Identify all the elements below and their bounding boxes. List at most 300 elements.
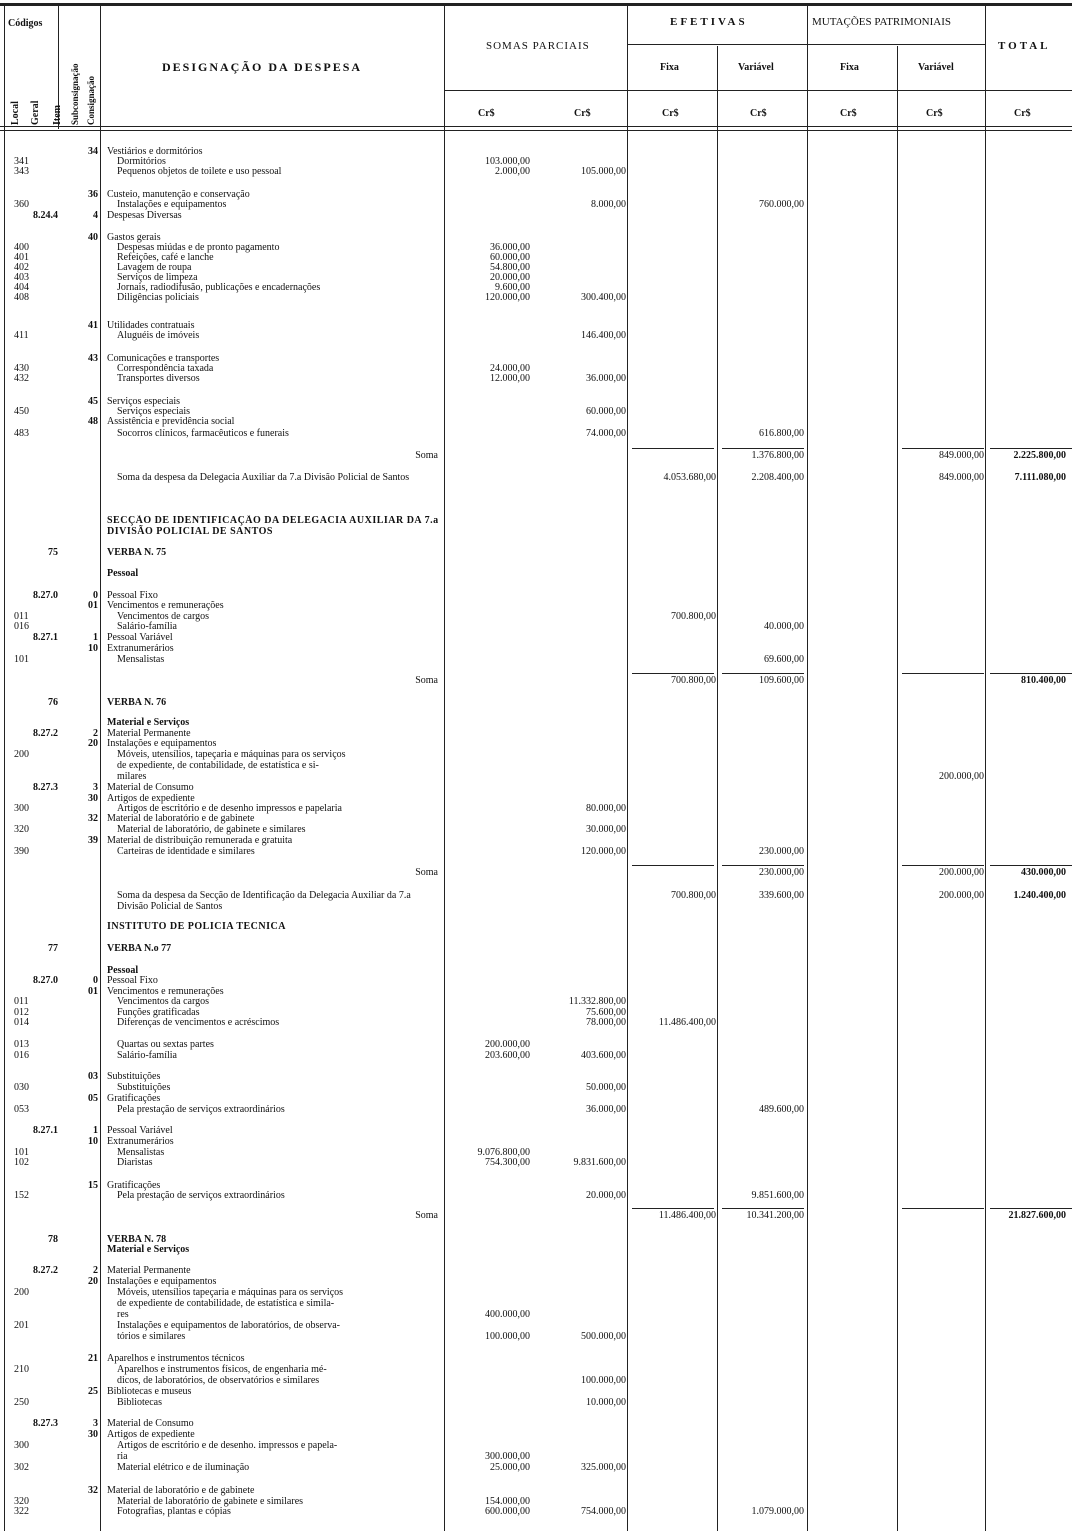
efetiva-fixa-value: 11.486.400,00 [658, 1017, 716, 1028]
row-description: Artigos de escritório e de desenho. impressos e papela- [117, 1440, 338, 1451]
row-number: 05 [88, 1093, 98, 1104]
row-description: Pessoal Variável [107, 1125, 173, 1136]
table-row [0, 1462, 1072, 1473]
row-code: 343 [14, 166, 29, 177]
row-description: Extranumerários [107, 1136, 174, 1147]
row-number: 40 [88, 232, 98, 243]
row-description: Vencimentos e remunerações [107, 600, 224, 611]
row-description: Quartas ou sextas partes [117, 1039, 214, 1050]
soma-parcial-2: 80.000,00 [586, 803, 626, 814]
row-number: 01 [88, 986, 98, 997]
total-value: 7.111.080,00 [1014, 472, 1066, 483]
row-description: Mensalistas [117, 1147, 165, 1158]
row-description: Utilidades contratuais [107, 320, 195, 331]
table-row [0, 1017, 1072, 1028]
soma-parcial-2: 20.000,00 [586, 1190, 626, 1201]
soma-parcial-1: 54.800,00 [490, 262, 530, 273]
row-number: 01 [88, 600, 98, 611]
efetiva-variavel-value: 339.600,00 [759, 890, 804, 901]
total-value: 1.240.400,00 [1013, 890, 1066, 901]
row-description: Material de laboratório e de gabinete [107, 1485, 255, 1496]
table-row [0, 717, 1072, 728]
row-description: Gratificações [107, 1180, 161, 1191]
soma-parcial-1: 25.000,00 [490, 1462, 530, 1473]
soma-parcial-1: 9.600,00 [495, 282, 530, 293]
row-code: 401 [14, 252, 29, 263]
row-code: 8.27.3 [33, 782, 58, 793]
table-row [0, 846, 1072, 857]
row-description: Salário-família [117, 621, 177, 632]
table-row [0, 1125, 1072, 1136]
row-description: Pessoal Fixo [107, 590, 158, 601]
row-description: Gastos gerais [107, 232, 161, 243]
table-row [0, 1375, 1072, 1386]
table-row [0, 1353, 1072, 1364]
table-row [0, 428, 1072, 439]
row-description: Despesas miúdas e de pronto pagamento [117, 242, 280, 253]
row-description: SECÇÃO DE IDENTIFICAÇÃO DA DELEGACIA AUXILIAR DA 7.a DIVISÃO POLICIAL DE SANTOS [107, 515, 439, 537]
row-code: 101 [14, 1147, 29, 1158]
table-row [0, 621, 1072, 632]
row-description: Refeições, café e lanche [117, 252, 214, 263]
row-code: 016 [14, 1050, 29, 1061]
row-description: INSTITUTO DE POLICIA TECNICA [107, 921, 286, 932]
row-description: Despesas Diversas [107, 210, 182, 221]
sum-rule [902, 673, 984, 674]
table-row [0, 921, 1072, 932]
row-number: 36 [88, 189, 98, 200]
row-description: Dormitórios [117, 156, 166, 167]
row-number: 39 [88, 835, 98, 846]
table-row [0, 749, 1072, 760]
soma-parcial-1: 36.000,00 [490, 242, 530, 253]
row-number: 30 [88, 793, 98, 804]
consignacao-header: Consignação [86, 75, 96, 125]
sum-rule [990, 1208, 1072, 1209]
row-number: 3 [93, 1418, 98, 1429]
codigos-header: Códigos [8, 18, 43, 29]
soma-parcial-2: 9.831.600,00 [573, 1157, 626, 1168]
table-row [0, 547, 1072, 558]
soma-parcial-1: 20.000,00 [490, 272, 530, 283]
row-code: 016 [14, 621, 29, 632]
soma-parcial-1: 203.600,00 [485, 1050, 530, 1061]
rule-efetivas-under [628, 44, 985, 45]
row-description: Material elétrico e de iluminação [117, 1462, 250, 1473]
row-description: Pessoal Fixo [107, 975, 158, 986]
row-code: 014 [14, 1017, 29, 1028]
row-description: Pessoal Variável [107, 632, 173, 643]
row-number: 1 [93, 1125, 98, 1136]
table-row [0, 1429, 1072, 1440]
row-code: 402 [14, 262, 29, 273]
table-row [0, 1485, 1072, 1496]
soma-parcial-1: 2.000,00 [495, 166, 530, 177]
row-number: 3 [93, 782, 98, 793]
row-description: Pela prestação de serviços extraordinários [117, 1104, 285, 1115]
efetiva-variavel-value: 109.600,00 [759, 675, 804, 686]
mutacoes-header: MUTAÇÕES PATRIMONIAIS [812, 16, 951, 28]
row-code: 8.24.4 [33, 210, 58, 221]
sum-rule [632, 673, 714, 674]
row-description: Material Permanente [107, 1265, 191, 1276]
sum-rule [632, 1208, 714, 1209]
sum-rule [902, 448, 984, 449]
row-description: Material de distribuição remunerada e gratuita [107, 835, 293, 846]
row-code: 8.27.0 [33, 975, 58, 986]
table-row [0, 996, 1072, 1007]
efetiva-variavel-value: 760.000,00 [759, 199, 804, 210]
soma-parcial-1: 100.000,00 [485, 1331, 530, 1342]
row-number: 10 [88, 1136, 98, 1147]
table-row [0, 835, 1072, 846]
row-code: 341 [14, 156, 29, 167]
efetiva-fixa-value: 700.800,00 [671, 675, 716, 686]
row-code: 8.27.3 [33, 1418, 58, 1429]
row-description: Vencimentos da cargos [117, 996, 210, 1007]
sum-rule [632, 865, 714, 866]
row-number: 1 [93, 632, 98, 643]
total-value: 2.225.800,00 [1013, 450, 1066, 461]
soma-parcial-2: 10.000,00 [586, 1397, 626, 1408]
row-description: Transportes diversos [117, 373, 200, 384]
row-code: 403 [14, 272, 29, 283]
row-description: milares [117, 771, 147, 782]
row-number: 43 [88, 353, 98, 364]
table-row [0, 1320, 1072, 1331]
row-code: 430 [14, 363, 29, 374]
row-code: 8.27.0 [33, 590, 58, 601]
rule-top [0, 3, 1072, 6]
row-code: 210 [14, 1364, 29, 1375]
row-description: res [117, 1309, 129, 1320]
table-row [0, 292, 1072, 303]
table-row [0, 568, 1072, 579]
soma-parcial-1: 754.300,00 [485, 1157, 530, 1168]
row-description: Gratificações [107, 1093, 161, 1104]
table-row [0, 1093, 1072, 1104]
row-code: 011 [14, 996, 29, 1007]
row-code: 030 [14, 1082, 29, 1093]
row-number: 2 [93, 728, 98, 739]
row-description: Custeio, manutenção e conservação [107, 189, 250, 200]
rule-header-bottom [0, 126, 1072, 127]
row-description: Aluguéis de imóveis [117, 330, 200, 341]
row-code: 8.27.1 [33, 632, 58, 643]
soma-parcial-2: 36.000,00 [586, 373, 626, 384]
row-description: Correspondência taxada [117, 363, 214, 374]
sum-rule [902, 865, 984, 866]
table-row [0, 600, 1072, 611]
row-number: 20 [88, 738, 98, 749]
table-row [0, 1039, 1072, 1050]
sum-rule [990, 673, 1072, 674]
row-description: de expediente, de contabilidade, de estatística e si- [117, 760, 319, 771]
row-code: 77 [48, 943, 58, 954]
row-number: 30 [88, 1429, 98, 1440]
soma-parcial-1: 300.000,00 [485, 1451, 530, 1462]
table-row [0, 782, 1072, 793]
row-code: 102 [14, 1157, 29, 1168]
row-description: Artigos de expediente [107, 793, 195, 804]
sum-rule [902, 1208, 984, 1209]
soma-parcial-1: 400.000,00 [485, 1309, 530, 1320]
row-number: 10 [88, 643, 98, 654]
table-row [0, 654, 1072, 665]
soma-parcial-2: 50.000,00 [586, 1082, 626, 1093]
row-number: 2 [93, 1265, 98, 1276]
soma-parcial-2: 500.000,00 [581, 1331, 626, 1342]
soma-parcial-2: 78.000,00 [586, 1017, 626, 1028]
soma-row [0, 675, 1072, 686]
row-description: Material e Serviços [107, 717, 190, 728]
total-value: 430.000,00 [1021, 867, 1066, 878]
efetiva-fixa-value: 700.800,00 [671, 611, 716, 622]
total-header: TOTAL [998, 40, 1051, 52]
row-description: Material de laboratório de gabinete e similares [117, 1496, 304, 1507]
mutacao-variavel-value: 200.000,00 [939, 890, 984, 901]
mutacao-variavel-value: 849.000,00 [939, 450, 984, 461]
soma-parcial-2: 11.332.800,00 [568, 996, 626, 1007]
row-description: Vencimentos de cargos [117, 611, 210, 622]
row-number: 0 [93, 590, 98, 601]
row-description: Móveis, utensílios, tapeçaria e máquinas para os serviços [117, 749, 346, 760]
sum-rule [722, 1208, 804, 1209]
row-description: VERBA N.o 77 [107, 943, 172, 954]
table-row [0, 1104, 1072, 1115]
soma-row [0, 450, 1072, 461]
table-row [0, 813, 1072, 824]
table-row [0, 1309, 1072, 1320]
row-description: Diligências policiais [117, 292, 199, 303]
soma-label: Soma [415, 1210, 438, 1221]
row-code: 012 [14, 1007, 29, 1018]
soma-parcial-2: 8.000,00 [591, 199, 626, 210]
local-header: Local [10, 101, 21, 125]
row-description: Jornais, radiodifusão, publicações e encadernações [117, 282, 321, 293]
row-description: Diferenças de vencimentos e acréscimos [117, 1017, 280, 1028]
row-description: Pessoal [107, 965, 139, 976]
row-description: Diaristas [117, 1157, 153, 1168]
table-row [0, 697, 1072, 708]
variavel-header: Variável [738, 62, 774, 73]
row-description: Vestiários e dormitórios [107, 146, 203, 157]
row-code: 408 [14, 292, 29, 303]
soma-parcial-2: 300.400,00 [581, 292, 626, 303]
rule-currency-top [444, 90, 1072, 91]
row-description: Comunicações e transportes [107, 353, 220, 364]
efetiva-variavel-value: 40.000,00 [764, 621, 804, 632]
row-code: 78 [48, 1234, 58, 1245]
efetiva-variavel-value: 69.600,00 [764, 654, 804, 665]
mutacao-variavel-value: 200.000,00 [939, 771, 984, 782]
row-code: 400 [14, 242, 29, 253]
row-code: 8.27.2 [33, 1265, 58, 1276]
efetiva-variavel-value: 616.800,00 [759, 428, 804, 439]
row-description: Pequenos objetos de toilete e uso pessoal [117, 166, 282, 177]
row-description: Material Permanente [107, 728, 191, 739]
row-code: 201 [14, 1320, 29, 1331]
table-row [0, 472, 1072, 494]
row-number: 48 [88, 416, 98, 427]
row-code: 320 [14, 1496, 29, 1507]
row-code: 8.27.2 [33, 728, 58, 739]
soma-parcial-2: 105.000,00 [581, 166, 626, 177]
soma-parcial-2: 403.600,00 [581, 1050, 626, 1061]
table-row [0, 1418, 1072, 1429]
table-row [0, 1071, 1072, 1082]
row-description: Móveis, utensílios tapeçaria e máquinas para os serviços [117, 1287, 344, 1298]
row-description: Assistência e previdência social [107, 416, 235, 427]
soma-parcial-1: 103.000,00 [485, 156, 530, 167]
table-row [0, 1298, 1072, 1309]
row-code: 8.27.1 [33, 1125, 58, 1136]
table-row [0, 1157, 1072, 1168]
designacao-header: DESIGNAÇÃO DA DESPESA [162, 60, 363, 74]
table-row [0, 771, 1072, 782]
soma-parcial-1: 24.000,00 [490, 363, 530, 374]
row-description: Soma da despesa da Delegacia Auxiliar da 7.a Divisão Policial de Santos [117, 472, 410, 483]
row-number: 32 [88, 813, 98, 824]
row-code: 053 [14, 1104, 29, 1115]
row-description: ria [117, 1451, 128, 1462]
row-description: de expediente de contabilidade, de estatística e simila- [117, 1298, 335, 1309]
efetiva-variavel-value: 1.079.000,00 [751, 1506, 804, 1517]
currency-variavel: Cr$ [750, 108, 767, 119]
table-row [0, 166, 1072, 177]
row-description: Extranumerários [107, 643, 174, 654]
row-code: 404 [14, 282, 29, 293]
efetiva-fixa-value: 11.486.400,00 [658, 1210, 716, 1221]
row-description: Socorros clínicos, farmacêuticos e funerais [117, 428, 289, 439]
row-code: 483 [14, 428, 29, 439]
row-code: 320 [14, 824, 29, 835]
soma-label: Soma [415, 867, 438, 878]
efetiva-fixa-value: 700.800,00 [671, 890, 716, 901]
row-description: VERBA N. 78 [107, 1234, 167, 1245]
soma-parcial-2: 146.400,00 [581, 330, 626, 341]
row-code: 302 [14, 1462, 29, 1473]
soma-parcial-2: 60.000,00 [586, 406, 626, 417]
row-number: 20 [88, 1276, 98, 1287]
currency-total: Cr$ [1014, 108, 1031, 119]
mutacoes-variavel-header: Variável [918, 62, 954, 73]
row-description: Bibliotecas [117, 1397, 162, 1408]
row-number: 4 [93, 210, 98, 221]
row-description: Funções gratificadas [117, 1007, 200, 1018]
table-row [0, 1331, 1072, 1342]
efetiva-variavel-value: 1.376.800,00 [751, 450, 804, 461]
row-number: 45 [88, 396, 98, 407]
row-description: Vencimentos e remunerações [107, 986, 224, 997]
table-row [0, 416, 1072, 427]
efetiva-variavel-value: 10.341.200,00 [746, 1210, 804, 1221]
soma-parcial-2: 74.000,00 [586, 428, 626, 439]
soma-parcial-1: 154.000,00 [485, 1496, 530, 1507]
table-row [0, 1082, 1072, 1093]
row-description: Instalações e equipamentos [107, 738, 217, 749]
row-code: 300 [14, 1440, 29, 1451]
row-description: Lavagem de roupa [117, 262, 192, 273]
table-row [0, 975, 1072, 986]
currency-sp1: Cr$ [478, 108, 495, 119]
sum-rule [632, 448, 714, 449]
table-row [0, 1265, 1072, 1276]
soma-parcial-1: 200.000,00 [485, 1039, 530, 1050]
table-row [0, 643, 1072, 654]
sum-rule [990, 448, 1072, 449]
row-number: 21 [88, 1353, 98, 1364]
row-description: VERBA N. 76 [107, 697, 167, 708]
row-description: Fotografias, plantas e cópias [117, 1506, 231, 1517]
row-description: Artigos de escritório e de desenho impressos e papelaria [117, 803, 342, 814]
sum-rule [990, 865, 1072, 866]
row-description: Carteiras de identidade e similares [117, 846, 255, 857]
efetiva-variavel-value: 2.208.400,00 [751, 472, 804, 483]
row-description: Instalações e equipamentos [117, 199, 227, 210]
soma-parcial-1: 12.000,00 [490, 373, 530, 384]
soma-parcial-2: 36.000,00 [586, 1104, 626, 1115]
table-row [0, 210, 1072, 221]
somas-parciais-header: SOMAS PARCIAIS [486, 40, 590, 52]
currency-mfixa: Cr$ [840, 108, 857, 119]
row-code: 360 [14, 199, 29, 210]
table-row [0, 199, 1072, 210]
row-description: Instalações e equipamentos de laboratórios, de observa- [117, 1320, 340, 1331]
row-description: Artigos de expediente [107, 1429, 195, 1440]
row-code: 300 [14, 803, 29, 814]
table-row [0, 1287, 1072, 1298]
row-number: 03 [88, 1071, 98, 1082]
row-number: 0 [93, 975, 98, 986]
row-number: 15 [88, 1180, 98, 1191]
soma-parcial-1: 60.000,00 [490, 252, 530, 263]
mutacoes-fixa-header: Fixa [840, 62, 859, 73]
table-row [0, 1397, 1072, 1408]
row-code: 411 [14, 330, 29, 341]
row-code: 432 [14, 373, 29, 384]
sum-rule [722, 673, 804, 674]
table-row [0, 1190, 1072, 1201]
row-description: Aparelhos e instrumentos físicos, de engenharia mé- [117, 1364, 327, 1375]
row-number: 25 [88, 1386, 98, 1397]
row-number: 32 [88, 1485, 98, 1496]
row-description: Serviços especiais [107, 396, 181, 407]
rule-header-bottom2 [0, 130, 1072, 131]
table-row [0, 373, 1072, 384]
soma-parcial-2: 325.000,00 [581, 1462, 626, 1473]
geral-header: Geral [30, 100, 41, 125]
row-description: Substituições [117, 1082, 171, 1093]
table-row [0, 1244, 1072, 1255]
row-description: Pessoal [107, 568, 139, 579]
soma-parcial-2: 120.000,00 [581, 846, 626, 857]
row-description: Pela prestação de serviços extraordinários [117, 1190, 285, 1201]
row-description: VERBA N. 75 [107, 547, 167, 558]
row-code: 152 [14, 1190, 29, 1201]
sum-rule [722, 865, 804, 866]
row-description: Mensalistas [117, 654, 165, 665]
soma-row [0, 867, 1072, 878]
table-row [0, 632, 1072, 643]
row-code: 013 [14, 1039, 29, 1050]
sum-rule [722, 448, 804, 449]
table-row [0, 1136, 1072, 1147]
row-code: 200 [14, 1287, 29, 1298]
row-code: 322 [14, 1506, 29, 1517]
table-row [0, 760, 1072, 771]
fixa-header: Fixa [660, 62, 679, 73]
